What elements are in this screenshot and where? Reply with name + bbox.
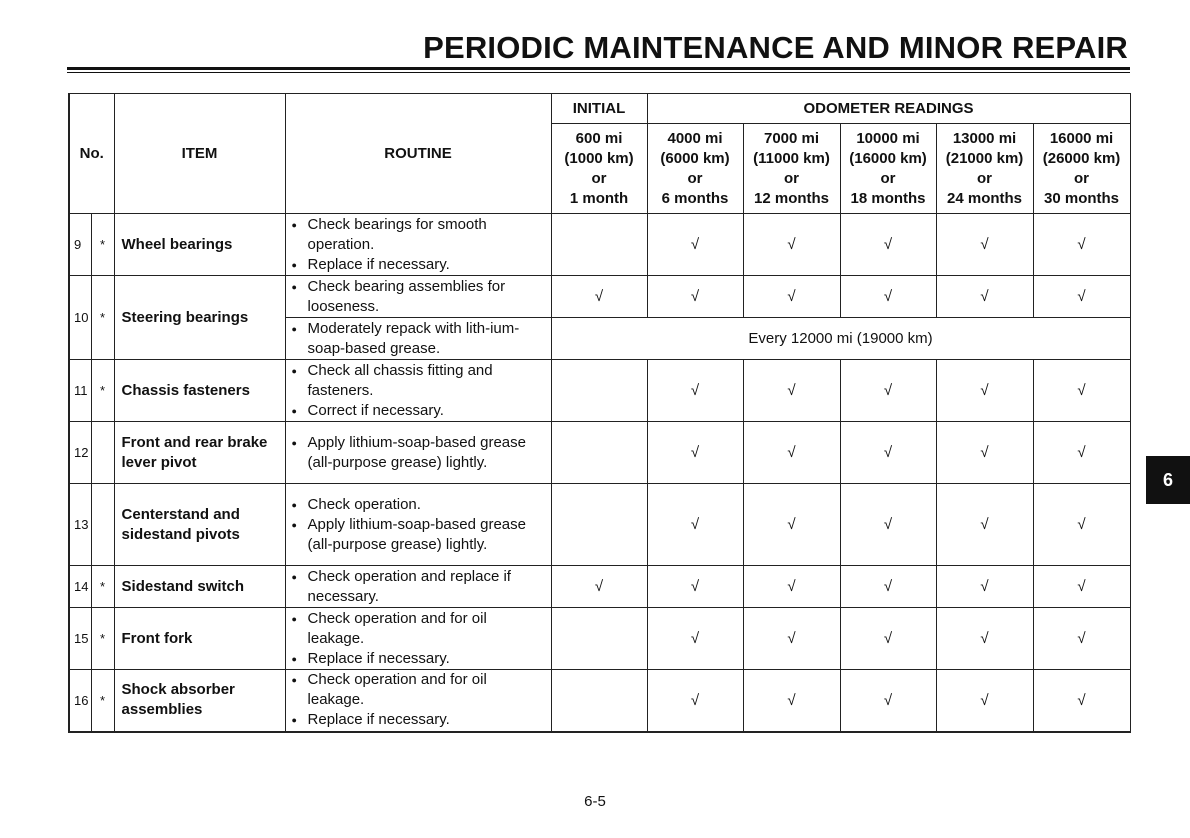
check-mark: √ [1033, 566, 1130, 608]
check-mark: √ [743, 484, 840, 566]
item-name: Shock absorber assemblies [114, 670, 285, 732]
item-name: Front fork [114, 608, 285, 670]
header-initial: INITIAL [551, 94, 647, 124]
check-mark: √ [647, 566, 743, 608]
check-mark: √ [1033, 360, 1130, 422]
routine: ● Check bearing assemblies for looseness. [285, 276, 551, 318]
routine: ● Check operation and for oil leakage. ● Replace if necessary. [285, 608, 551, 670]
header-item: ITEM [114, 94, 285, 214]
routine: ● Check operation. ● Apply lithium-soap-based grease (all-purpose grease) lightly. [285, 484, 551, 566]
check-mark: √ [647, 608, 743, 670]
interval-header: 600 mi (1000 km) or 1 month [551, 124, 647, 214]
page-number: 6-5 [584, 793, 606, 810]
check-mark: √ [1033, 608, 1130, 670]
routine: ● Check operation and replace if necessary. [285, 566, 551, 608]
check-mark: √ [936, 360, 1033, 422]
routine: ● Check all chassis fitting and fasteners. ● Correct if necessary. [285, 360, 551, 422]
check-mark: √ [936, 566, 1033, 608]
page-title: PERIODIC MAINTENANCE AND MINOR REPAIR [423, 30, 1128, 65]
table-row: 10 * Steering bearings ● Check bearing assemblies for looseness. √ √ √ √ √ √ [69, 276, 1130, 318]
check-mark: √ [840, 360, 936, 422]
interval-header: 16000 mi (26000 km) or 30 months [1033, 124, 1130, 214]
header-odometer: ODOMETER READINGS [647, 94, 1130, 124]
check-mark: √ [1033, 422, 1130, 484]
item-name: Sidestand switch [114, 566, 285, 608]
interval-header: 4000 mi (6000 km) or 6 months [647, 124, 743, 214]
routine: ● Check bearings for smooth operation. ● Replace if necessary. [285, 214, 551, 276]
item-name: Front and rear brake lever pivot [114, 422, 285, 484]
item-name: Steering bearings [114, 276, 285, 360]
check-mark: √ [936, 670, 1033, 732]
interval-note: Every 12000 mi (19000 km) [551, 318, 1130, 360]
check-mark: √ [647, 484, 743, 566]
check-mark: √ [1033, 484, 1130, 566]
check-mark: √ [936, 276, 1033, 318]
check-mark: √ [743, 422, 840, 484]
check-mark: √ [936, 484, 1033, 566]
check-mark: √ [840, 670, 936, 732]
table-row: 9 * Wheel bearings ● Check bearings for smooth operation. ● Replace if necessary. √ √ √ √ √ [69, 214, 1130, 276]
check-mark: √ [743, 276, 840, 318]
chapter-tab: 6 [1146, 456, 1190, 504]
table-row: 11 * Chassis fasteners ● Check all chassis fitting and fasteners. ● Correct if necessary. √ √ √ √ √ [69, 360, 1130, 422]
table-row: 14 * Sidestand switch ● Check operation and replace if necessary. √ √ √ √ √ √ [69, 566, 1130, 608]
check-mark: √ [1033, 276, 1130, 318]
check-mark: √ [840, 608, 936, 670]
table-row: 16 * Shock absorber assemblies ● Check operation and for oil leakage. ● Replace if necessary. √ √ √ √ √ [69, 670, 1130, 732]
check-mark: √ [1033, 670, 1130, 732]
check-mark: √ [936, 214, 1033, 276]
check-mark: √ [647, 276, 743, 318]
title-rule-thick [67, 67, 1130, 70]
header-no: No. [69, 94, 114, 214]
table-row: 12 Front and rear brake lever pivot ● Apply lithium-soap-based grease (all-purpose grease) lightly. √ √ √ √ √ [69, 422, 1130, 484]
check-mark: √ [743, 566, 840, 608]
check-mark: √ [840, 422, 936, 484]
interval-header: 7000 mi (11000 km) or 12 months [743, 124, 840, 214]
routine: ● Apply lithium-soap-based grease (all-purpose grease) lightly. [285, 422, 551, 484]
check-mark: √ [840, 484, 936, 566]
table-row: 13 Centerstand and sidestand pivots ● Check operation. ● Apply lithium-soap-based grease (all-purpose grease) lightly. √ √ √ √ √ [69, 484, 1130, 566]
check-mark: √ [840, 276, 936, 318]
check-mark: √ [647, 670, 743, 732]
check-mark: √ [647, 214, 743, 276]
check-mark: √ [551, 276, 647, 318]
check-mark: √ [936, 608, 1033, 670]
interval-header: 10000 mi (16000 km) or 18 months [840, 124, 936, 214]
check-mark: √ [743, 214, 840, 276]
table-row: 15 * Front fork ● Check operation and for oil leakage. ● Replace if necessary. √ √ √ √ √ [69, 608, 1130, 670]
check-mark: √ [647, 360, 743, 422]
routine: ● Moderately repack with lith-ium-soap-based grease. [285, 318, 551, 360]
item-name: Wheel bearings [114, 214, 285, 276]
check-mark: √ [647, 422, 743, 484]
check-mark: √ [743, 608, 840, 670]
title-rule-thin [67, 72, 1130, 73]
check-mark: √ [936, 422, 1033, 484]
maintenance-table [68, 93, 1131, 733]
item-name: Chassis fasteners [114, 360, 285, 422]
check-mark: √ [840, 566, 936, 608]
check-mark: √ [1033, 214, 1130, 276]
check-mark: √ [743, 670, 840, 732]
item-name: Centerstand and sidestand pivots [114, 484, 285, 566]
check-mark: √ [743, 360, 840, 422]
check-mark: √ [840, 214, 936, 276]
routine: ● Check operation and for oil leakage. ● Replace if necessary. [285, 670, 551, 732]
interval-header: 13000 mi (21000 km) or 24 months [936, 124, 1033, 214]
header-routine: ROUTINE [285, 94, 551, 214]
check-mark: √ [551, 566, 647, 608]
